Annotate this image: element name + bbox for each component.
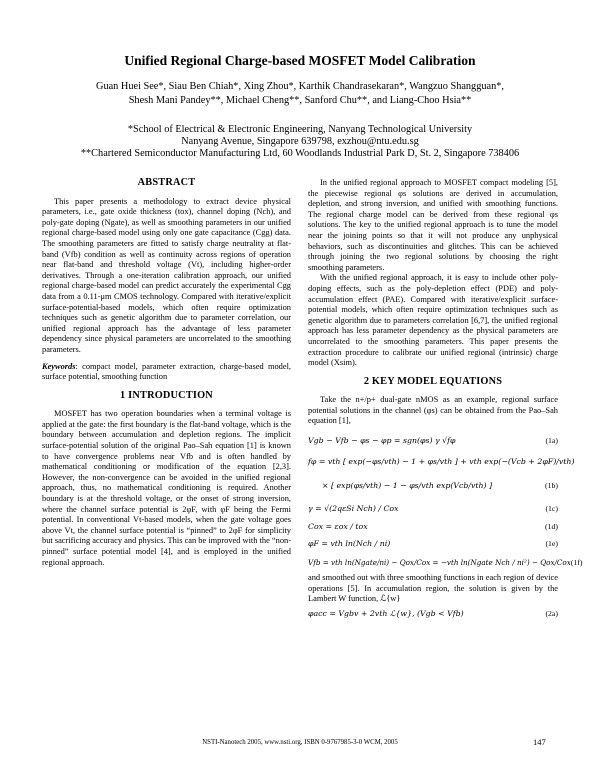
- equation-1e-expr: φF = vth ln(Nch / ni): [308, 538, 391, 548]
- equation-1f-number: (1f): [570, 557, 583, 567]
- paper-title: Unified Regional Charge-based MOSFET Model Calibration: [124, 53, 476, 68]
- left-column: [42, 178, 291, 568]
- equation-1b-expr-b: × [ exp(φs/vth) − 1 − φs/vth exp(Vcb/vth) ]: [322, 480, 493, 490]
- equation-1a-number: (1a): [545, 435, 558, 445]
- equation-1c: [308, 499, 558, 519]
- intro-text: MOSFET has two operation boundaries when a terminal voltage is applied at the gate: the first boundary is the flat-band voltage, which is the boundary between accumulation and depletion regions. The implicit surface-potential solution of the original Pao–Sah equation [1] is known to have convergence problems near Vfb and is often handled by mathematical conditioning or modification of the equation [2,3]. However, the non-convergence can be avoided in the unified regional approach, thus, no mathematical conditioning is required. Another boundary is at the threshold voltage, or the onset of strong inversion, where the channel surface potential is 2φF, with φF being the Fermi potential. In conventional Vt-based models, when the gate voltage goes above Vt, the channel surface potential is “pinned” to 2φF for simplicity but sacrificing accuracy and physics. This can be improved with the “non-pinned” surface potential model [4], and is employed in the unified regional approach.: [42, 409, 291, 567]
- affiliation-line-1: *School of Electrical & Electronic Engineering, Nanyang Technological University: [127, 124, 473, 135]
- right-paragraph-4: and smoothed out with three smoothing functions in each region of device operations [5]. In accumulation region, the solution is given by the Lambert W function, ℒ{w}: [308, 573, 558, 604]
- equation-1a-expr: Vgb − Vfb − φs − φp = sgn(φs) γ √fφ: [308, 435, 456, 445]
- intro-heading: 1 INTRODUCTION: [120, 389, 213, 401]
- equation-1c-expr: γ = √(2qεSi Nch) / Cox: [308, 503, 399, 513]
- right-column: [308, 178, 583, 623]
- equation-1b-expr-a: fφ = vth [ exp(−φs/vth) − 1 + φs/vth ] + vth exp(−(Vcb + 2φF)/vth): [308, 456, 575, 466]
- equation-1f: [308, 553, 583, 573]
- equation-1d-expr: Cox = εox / tox: [308, 521, 368, 531]
- equation-1d: [308, 519, 558, 535]
- equation-1c-number: (1c): [545, 503, 558, 513]
- author-line-2: Shesh Mani Pandey**, Michael Cheng**, Sanford Chu**, and Liang-Choo Hsia**: [128, 94, 472, 106]
- model-equations-heading: 2 KEY MODEL EQUATIONS: [363, 375, 503, 387]
- footer-citation: NSTI-Nanotech 2005, www.nsti.org, ISBN 0-9767985-3-0 WCM, 2005: [202, 739, 398, 746]
- right-paragraph-1: In the unified regional approach to MOSFET compact modeling [5], the piecewise regional φs solutions are derived in accumulation, depletion, and strong inversion, and unified with smoothing functions. The regional charge model can be derived from these regional φs solutions. The key to the unified regional approach is to tune the model near the joining points so that it will not produce any unphysical behaviors, such as discontinuities and glitches. This can be achieved through joining the two regional solutions by choosing the right smoothing parameters.: [308, 178, 558, 272]
- equation-1a: [308, 431, 558, 451]
- keywords: [42, 362, 291, 383]
- page-number: 147: [533, 737, 546, 747]
- affiliation-line-3: **Chartered Semiconductor Manufacturing Ltd, 60 Woodlands Industrial Park D, St. 2, Singapore 738406: [80, 148, 520, 159]
- equation-1e: [308, 535, 558, 553]
- equation-1b-number: (1b): [545, 480, 558, 490]
- right-paragraph-2: With the unified regional approach, it is easy to include other poly-doping effects, such as the poly-depletion effect (PDE) and poly-accumulation effect (PAE). Compared with iterative/explicit surface-potential models, which often require optimization techniques such as genetic algorithm due to parameters correlation [6,7], the unified regional approach has less parameter dependency as the physical parameters are uncorrelated to the smoothing parameters. This paper presents the extraction procedure to calibrate our unified regional (intrinsic) charge model (Xsim).: [308, 273, 558, 368]
- author-line-1: Guan Huei See*, Siau Ben Chiah*, Xing Zhou*, Karthik Chandrasekaran*, Wangzuo Shangguan*,: [96, 81, 504, 92]
- equation-1f-expr: Vfb = vth ln(Ngate/ni) − Qox/Cox = −vth ln(Ngate Nch / ni²) − Qox/Cox: [308, 557, 571, 567]
- equation-2a: [308, 605, 558, 623]
- equation-1d-number: (1d): [545, 521, 558, 531]
- right-paragraph-3: Take the n+/p+ dual-gate nMOS as an example, regional surface potential solutions in the channel (φs) can be obtained from the Pao–Sah equation [1],: [308, 395, 558, 426]
- equation-2a-expr: φacc = Vgbv + 2vth ℒ{w}, (Vgb < Vfb): [308, 608, 464, 618]
- equation-2a-number: (2a): [545, 608, 558, 618]
- equation-1b-cont: [308, 473, 558, 499]
- keywords-text: : compact model, parameter extraction, charge-based model, surface potential, smoothing function: [42, 361, 291, 382]
- affiliation-line-2: Nanyang Avenue, Singapore 639798, exzhou@ntu.edu.sg: [181, 136, 419, 147]
- author-list: [40, 80, 560, 107]
- keywords-label: Keywords: [42, 361, 76, 371]
- equation-1b: [308, 451, 575, 473]
- abstract-text: This paper presents a methodology to extract device physical parameters, i.e., gate oxide thickness (tox), channel doping (Nch), and poly-gate doping (Ngate), as well as smoothing parameters in our unified regional charge-based model using only one gate capacitance (Cgg) data. The smoothing parameters are fitted to satisfy charge neutrality at flat-band (Vfb) condition as well as continuity across regions of operation near flat-band and threshold voltage (Vt), including higher-order derivatives. Through a one-iteration calibration approach, our unified regional charge-based model can predict accurately the experimental Cgg data from a 0.11-μm CMOS technology. Compared with iterative/explicit surface-potential-based models, which often require optimization techniques such as genetic algorithm due to parameter correlation, our unified regional approach has the advantage of less parameter dependency since physical parameters are uncorrelated to the smoothing parameters.: [42, 196, 291, 354]
- abstract-heading: ABSTRACT: [137, 177, 196, 188]
- equation-1e-number: (1e): [545, 538, 558, 548]
- affiliation-block: [20, 124, 580, 160]
